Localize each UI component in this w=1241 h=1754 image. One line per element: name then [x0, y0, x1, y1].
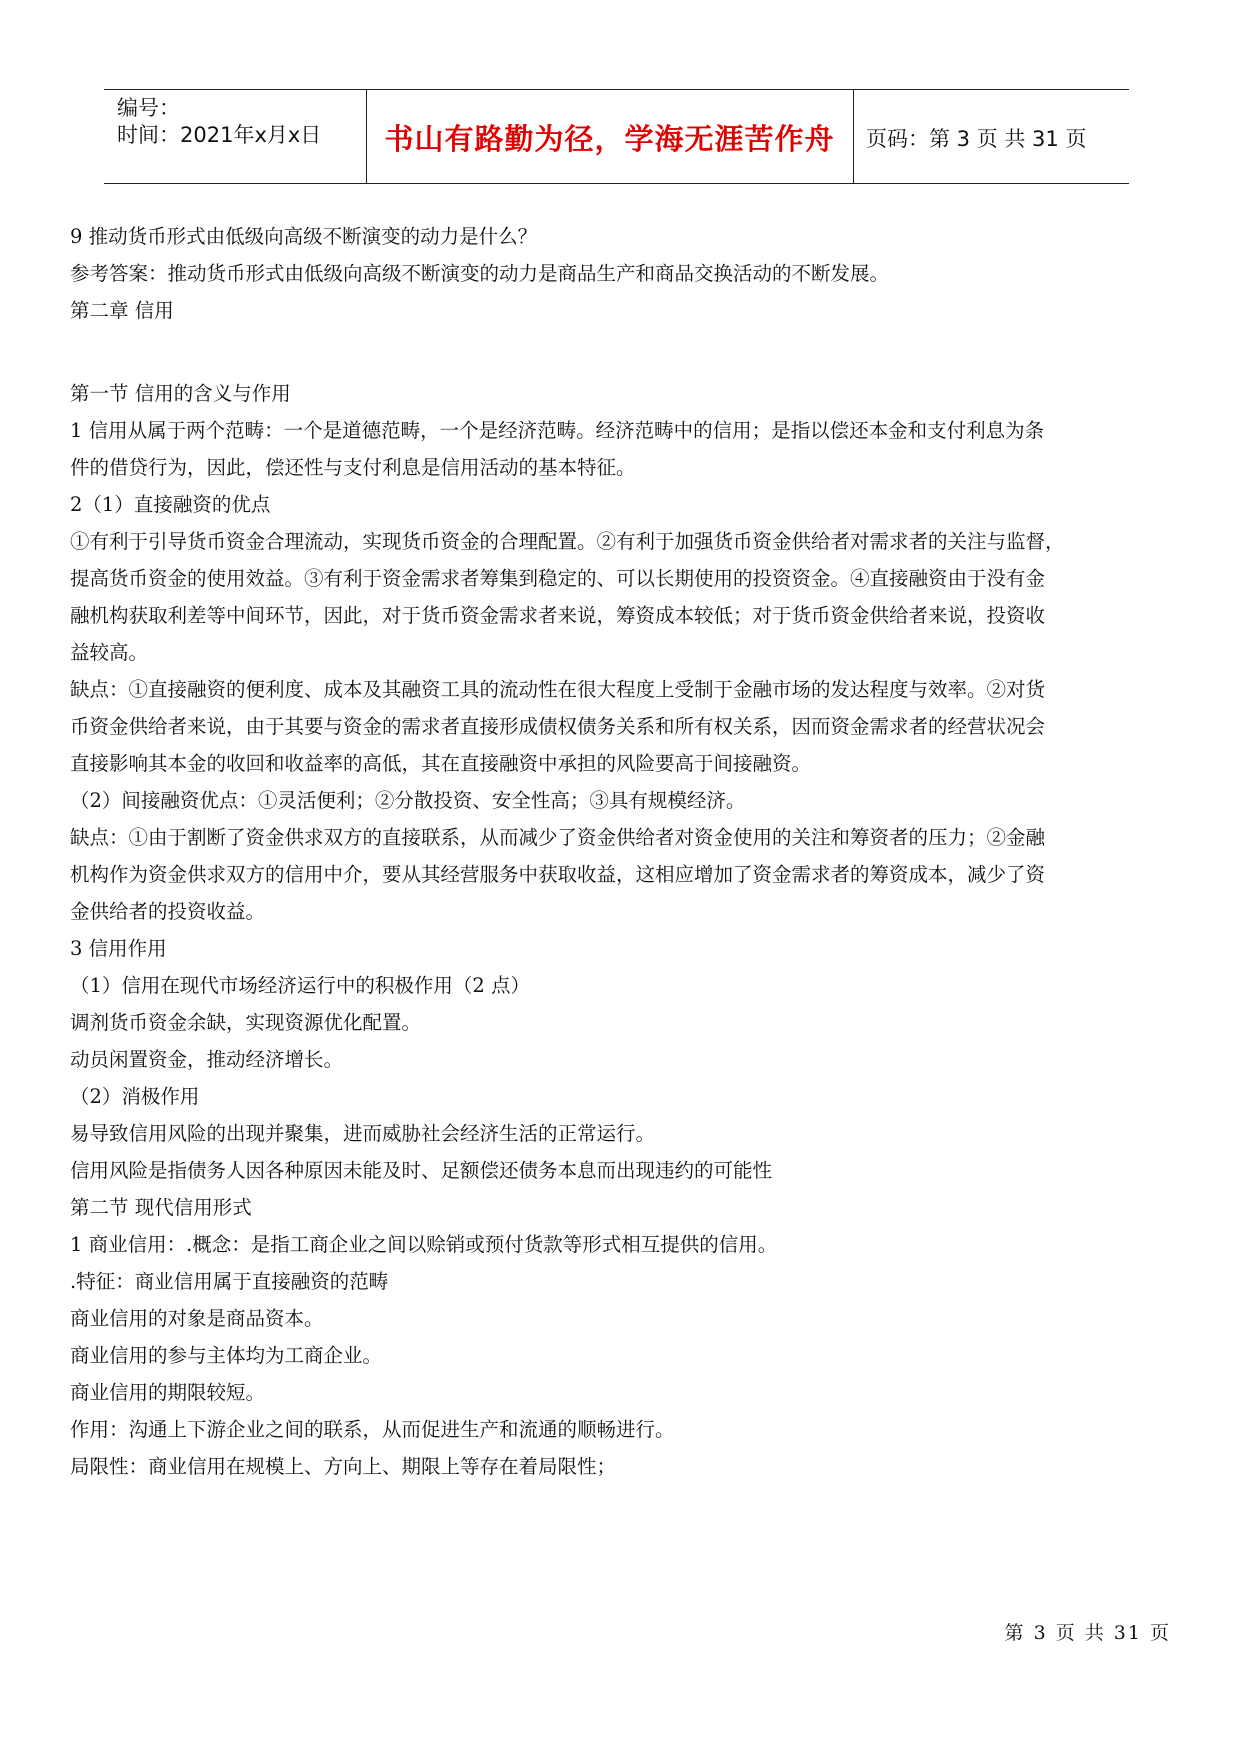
text-line: 缺点：①直接融资的便利度、成本及其融资工具的流动性在很大程度上受制于金融市场的发达程度与效率。②对货	[70, 678, 1046, 701]
text-line: （2）消极作用	[70, 1085, 200, 1108]
text-line: 1 商业信用：.概念：是指工商企业之间以赊销或预付货款等形式相互提供的信用。	[70, 1233, 778, 1256]
text-line: 商业信用的对象是商品资本。	[70, 1307, 324, 1330]
text-line: 第二节 现代信用形式	[70, 1196, 252, 1219]
text-line: （2）间接融资优点：①灵活便利；②分散投资、安全性高；③具有规模经济。	[70, 789, 746, 812]
text-line: .特征：商业信用属于直接融资的范畴	[70, 1270, 389, 1293]
text-line: 直接影响其本金的收回和收益率的高低，其在直接融资中承担的风险要高于间接融资。	[70, 752, 812, 775]
text-line: 提高货币资金的使用效益。③有利于资金需求者筹集到稳定的、可以长期使用的投资资金。④直接融资由于没有金	[70, 567, 1046, 590]
text-line: 融机构获取利差等中间环节，因此，对于货币资金需求者来说，筹资成本较低；对于货币资金供给者来说，投资收	[70, 604, 1046, 627]
text-line: 第一节 信用的含义与作用	[70, 382, 291, 405]
text-line: （1）信用在现代市场经济运行中的积极作用（2 点）	[70, 974, 531, 997]
text-line: 件的借贷行为，因此，偿还性与支付利息是信用活动的基本特征。	[70, 456, 636, 479]
text-line: 金供给者的投资收益。	[70, 900, 266, 923]
text-line: 第二章 信用	[70, 299, 174, 322]
header-motto: 书山有路勤为径，学海无涯苦作舟	[384, 122, 835, 156]
document-body	[70, 218, 1170, 1485]
text-line: 3 信用作用	[70, 937, 167, 960]
header-info-cell	[104, 90, 367, 183]
text-line: 局限性：商业信用在规模上、方向上、期限上等存在着局限性；	[70, 1455, 617, 1478]
text-line: 2（1）直接融资的优点	[70, 493, 271, 516]
text-line: 动员闲置资金，推动经济增长。	[70, 1048, 344, 1071]
header-motto-cell	[366, 90, 854, 183]
text-line: 调剂货币资金余缺，实现资源优化配置。	[70, 1011, 422, 1034]
text-line: 商业信用的参与主体均为工商企业。	[70, 1344, 383, 1367]
document-number-label: 编号：	[117, 96, 180, 120]
text-line: 9 推动货币形式由低级向高级不断演变的动力是什么？	[70, 225, 538, 248]
text-line: 机构作为资金供求双方的信用中介，要从其经营服务中获取收益，这相应增加了资金需求者的筹资成本，减少了资	[70, 863, 1046, 886]
page-header	[104, 89, 1129, 184]
text-line: 商业信用的期限较短。	[70, 1381, 266, 1404]
header-page-cell	[853, 90, 1129, 183]
text-line: 作用：沟通上下游企业之间的联系，从而促进生产和流通的顺畅进行。	[70, 1418, 675, 1441]
document-time-label: 时间：2021年x月x日	[117, 123, 322, 147]
footer-page-number: 第 3 页 共 31 页	[1004, 1622, 1171, 1644]
text-line: 益较高。	[70, 641, 149, 664]
text-line: 币资金供给者来说，由于其要与资金的需求者直接形成债权债务关系和所有权关系，因而资金需求者的经营状况会	[70, 715, 1046, 738]
text-line: ①有利于引导货币资金合理流动，实现货币资金的合理配置。②有利于加强货币资金供给者对需求者的关注与监督，	[70, 530, 1065, 553]
blank-line	[70, 329, 1170, 375]
text-line: 信用风险是指债务人因各种原因未能及时、足额偿还债务本息而出现违约的可能性	[70, 1159, 773, 1182]
header-page-info: 页码：第 3 页 共 31 页	[866, 127, 1087, 151]
text-line: 1 信用从属于两个范畴：一个是道德范畴，一个是经济范畴。经济范畴中的信用；是指以偿还本金和支付利息为条	[70, 419, 1045, 442]
text-line: 缺点：①由于割断了资金供求双方的直接联系，从而减少了资金供给者对资金使用的关注和筹资者的压力；②金融	[70, 826, 1046, 849]
text-line: 易导致信用风险的出现并聚集，进而威胁社会经济生活的正常运行。	[70, 1122, 656, 1145]
text-line: 参考答案：推动货币形式由低级向高级不断演变的动力是商品生产和商品交换活动的不断发展。	[70, 262, 890, 285]
